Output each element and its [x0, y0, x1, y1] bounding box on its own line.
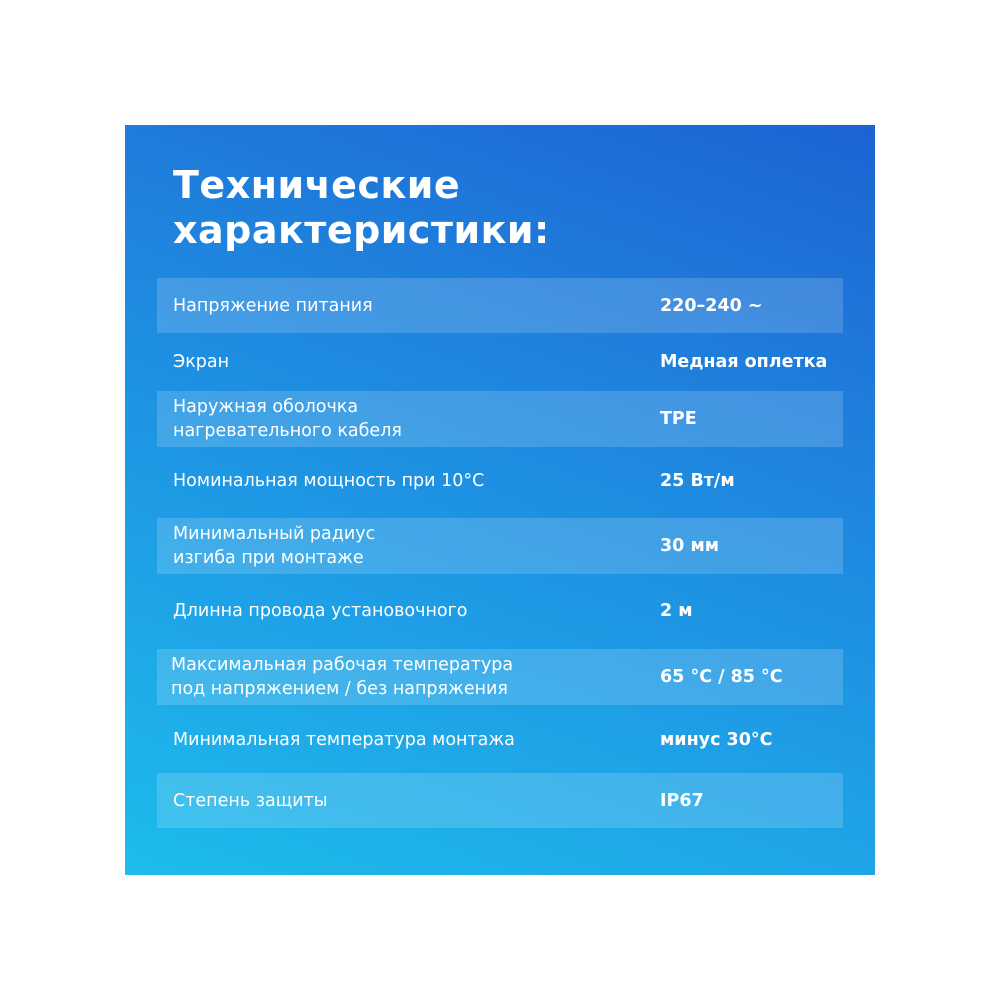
spec-label: [173, 350, 613, 374]
spec-row: [157, 278, 843, 333]
spec-label-line-1: Наружная оболочка: [173, 397, 359, 417]
spec-label: [171, 653, 611, 701]
spec-label: [173, 395, 613, 443]
spec-value: 220–240 ~: [660, 295, 763, 316]
spec-label-line-1: Максимальная рабочая температура: [171, 655, 514, 675]
spec-row: [157, 712, 843, 767]
spec-label: [173, 599, 613, 623]
spec-label-line-2: под напряжением / без напряжения: [171, 679, 508, 699]
spec-label: [173, 522, 613, 570]
spec-value: 30 мм: [660, 536, 720, 556]
spec-value: Медная оплетка: [660, 352, 828, 372]
spec-row: [157, 518, 843, 574]
spec-row: [157, 453, 843, 509]
spec-value: IP67: [660, 790, 704, 811]
spec-label-line-1: Номинальная мощность при 10°С: [173, 471, 485, 491]
spec-label: [173, 789, 613, 813]
spec-label: [173, 728, 613, 752]
spec-row: [157, 649, 843, 705]
spec-label: [173, 469, 613, 493]
spec-value: 25 Вт/м: [660, 471, 735, 491]
spec-label-line-1: Экран: [173, 352, 230, 372]
spec-label-line-2: изгиба при монтаже: [173, 548, 364, 568]
spec-label-line-2: нагревательного кабеля: [173, 421, 402, 441]
spec-label-line-1: Длинна провода установочного: [173, 601, 468, 621]
spec-row: [157, 335, 843, 389]
spec-value: 2 м: [660, 601, 693, 621]
spec-row: [157, 773, 843, 828]
specs-panel: [125, 125, 875, 875]
spec-label: [173, 294, 613, 318]
spec-label-line-1: Минимальная температура монтажа: [173, 729, 515, 750]
page-title: [173, 163, 550, 253]
spec-label-line-1: Напряжение питания: [173, 295, 373, 316]
spec-value: TPE: [660, 409, 697, 429]
spec-row: [157, 583, 843, 639]
spec-label-line-1: Степень защиты: [173, 790, 328, 811]
spec-label-line-1: Минимальный радиус: [173, 524, 376, 544]
title-line-2: характеристики:: [173, 208, 550, 252]
spec-value: 65 °С / 85 °С: [660, 667, 783, 687]
spec-value: минус 30°С: [660, 729, 773, 750]
title-line-1: Технические: [173, 163, 461, 207]
spec-row: [157, 391, 843, 447]
